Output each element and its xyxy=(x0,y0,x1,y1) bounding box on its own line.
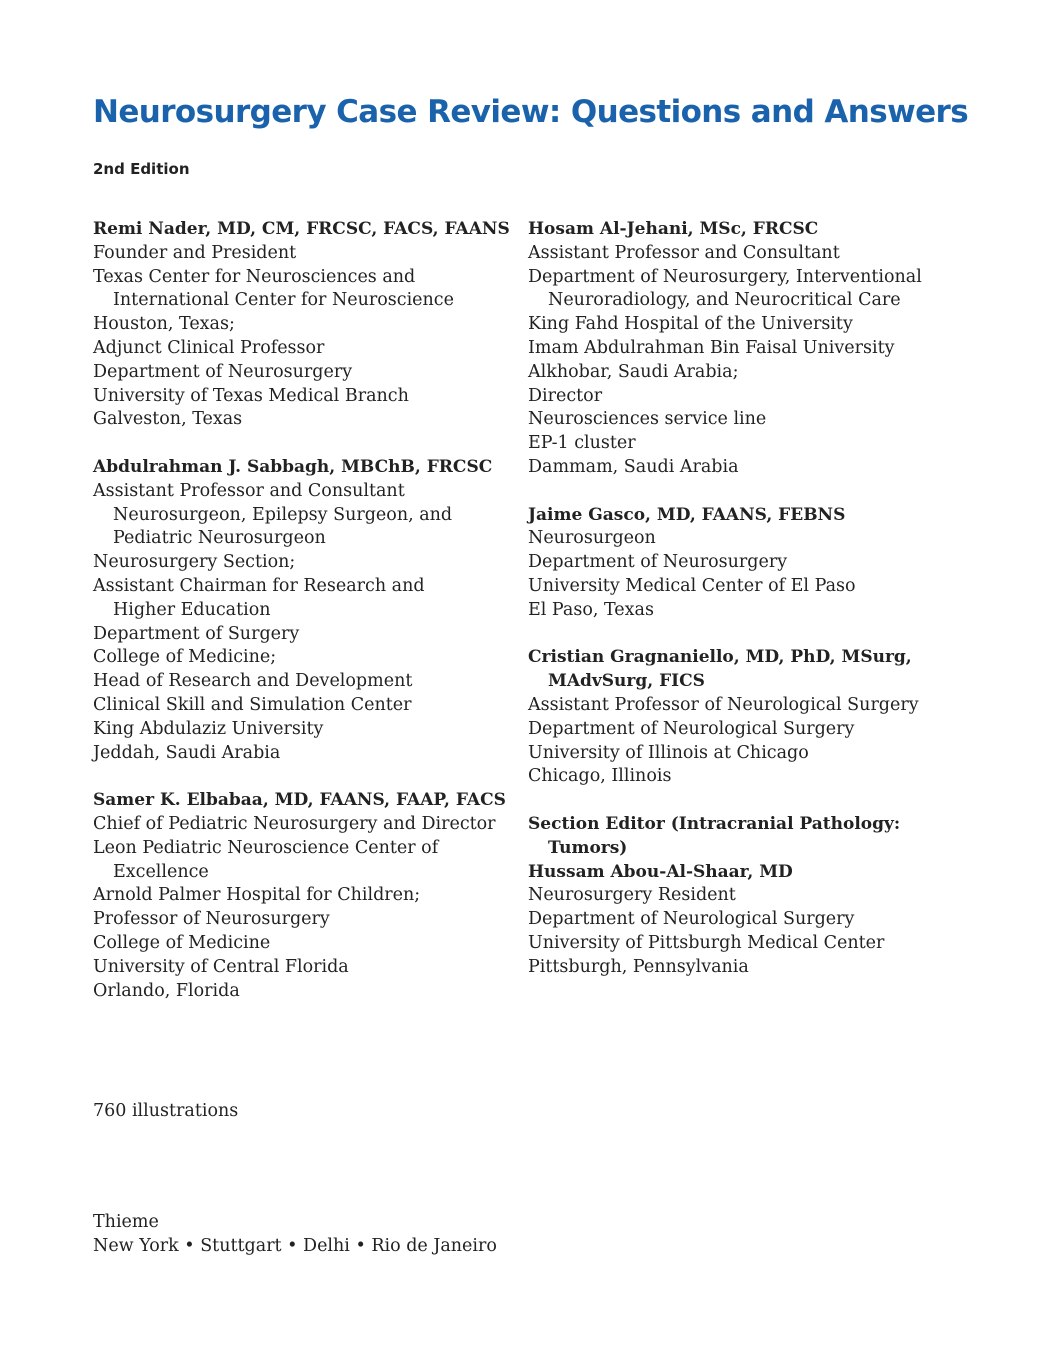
author-name: Hussam Abou-Al-Shaar, MD xyxy=(528,861,793,882)
affiliation-line: Chief of Pediatric Neurosurgery and Director xyxy=(93,813,496,834)
affiliation-line: Department of Neurosurgery, Interventional xyxy=(528,266,922,287)
affiliation-line: Assistant Professor and Consultant xyxy=(93,480,405,501)
affiliation-line: Assistant Professor and Consultant xyxy=(528,242,840,263)
affiliation-line: Excellence xyxy=(113,861,209,882)
authors-left-column xyxy=(93,218,513,1027)
affiliation-line: University of Pittsburgh Medical Center xyxy=(528,932,885,953)
author-entry xyxy=(528,813,973,980)
affiliation-line: Houston, Texas; xyxy=(93,314,235,335)
section-editor-heading: Tumors) xyxy=(548,837,628,858)
publisher-cities: New York • Stuttgart • Delhi • Rio de Janeiro xyxy=(93,1236,497,1256)
section-editor-heading: Section Editor (Intracranial Pathology: xyxy=(528,813,901,834)
affiliation-line: Leon Pediatric Neuroscience Center of xyxy=(93,837,439,858)
affiliation-line: Department of Neurological Surgery xyxy=(528,718,855,739)
affiliation-line: University of Central Florida xyxy=(93,956,349,977)
affiliation-line: College of Medicine xyxy=(93,932,271,953)
author-entry xyxy=(528,504,973,623)
author-name: Cristian Gragnaniello, MD, PhD, MSurg, xyxy=(528,647,912,668)
affiliation-line: Assistant Chairman for Research and xyxy=(93,575,425,596)
author-name: Remi Nader, MD, CM, FRCSC, FACS, FAANS xyxy=(93,219,510,239)
publisher-block xyxy=(93,1210,497,1258)
affiliation-line: Department of Neurosurgery xyxy=(528,552,788,573)
affiliation-line: Orlando, Florida xyxy=(93,980,240,1001)
affiliation-line: Chicago, Illinois xyxy=(528,766,672,787)
affiliation-line: King Fahd Hospital of the University xyxy=(528,314,853,335)
affiliation-line: Clinical Skill and Simulation Center xyxy=(93,694,412,715)
affiliation-line: International Center for Neuroscience xyxy=(113,290,454,311)
affiliation-line: University of Texas Medical Branch xyxy=(93,385,409,406)
page-title: Neurosurgery Case Review: Questions and Answers xyxy=(93,94,969,130)
affiliation-line: Neurosurgeon, Epilepsy Surgeon, and xyxy=(113,504,453,525)
author-name: Samer K. Elbabaa, MD, FAANS, FAAP, FACS xyxy=(93,790,506,811)
affiliation-line: Department of Neurosurgery xyxy=(93,361,353,382)
author-entry xyxy=(528,646,973,789)
affiliation-line: Texas Center for Neurosciences and xyxy=(93,266,416,287)
affiliation-line: University Medical Center of El Paso xyxy=(528,575,856,596)
affiliation-line: Imam Abdulrahman Bin Faisal University xyxy=(528,337,895,358)
affiliation-line: Founder and President xyxy=(93,242,297,263)
affiliation-line: Neurosurgery Section; xyxy=(93,552,296,573)
affiliation-line: Higher Education xyxy=(113,599,271,620)
affiliation-line: Neurosurgeon xyxy=(528,528,656,549)
affiliation-line: Professor of Neurosurgery xyxy=(93,909,330,930)
affiliation-line: Neuroradiology, and Neurocritical Care xyxy=(548,290,901,311)
affiliation-line: Pediatric Neurosurgeon xyxy=(113,528,326,549)
affiliation-line: Jeddah, Saudi Arabia xyxy=(93,742,281,763)
affiliation-line: El Paso, Texas xyxy=(528,599,654,620)
affiliation-line: Department of Surgery xyxy=(93,623,300,644)
publisher-name: Thieme xyxy=(93,1212,159,1232)
author-name: Hosam Al-Jehani, MSc, FRCSC xyxy=(528,219,819,239)
affiliation-line: Pittsburgh, Pennsylvania xyxy=(528,956,749,977)
affiliation-line: Neurosurgery Resident xyxy=(528,885,736,906)
author-entry xyxy=(93,456,513,765)
affiliation-line: Department of Neurological Surgery xyxy=(528,909,855,930)
affiliation-line: King Abdulaziz University xyxy=(93,718,324,739)
affiliation-line: Dammam, Saudi Arabia xyxy=(528,456,739,477)
edition-label: 2nd Edition xyxy=(93,160,190,178)
author-entry xyxy=(93,218,513,432)
author-name: Abdulrahman J. Sabbagh, MBChB, FRCSC xyxy=(93,456,493,477)
affiliation-line: EP-1 cluster xyxy=(528,433,636,454)
affiliation-line: Arnold Palmer Hospital for Children; xyxy=(93,885,421,906)
authors-right-column xyxy=(528,218,973,1003)
affiliation-line: Head of Research and Development xyxy=(93,671,413,692)
affiliation-line: College of Medicine; xyxy=(93,647,277,668)
affiliation-line: Adjunct Clinical Professor xyxy=(93,337,325,358)
affiliation-line: Alkhobar, Saudi Arabia; xyxy=(528,361,739,382)
affiliation-line: Director xyxy=(528,385,603,406)
affiliation-line: Neurosciences service line xyxy=(528,409,767,430)
affiliation-line: University of Illinois at Chicago xyxy=(528,742,809,763)
author-entry xyxy=(93,789,513,1003)
author-name: Jaime Gasco, MD, FAANS, FEBNS xyxy=(528,504,846,525)
affiliation-line: Galveston, Texas xyxy=(93,409,243,430)
affiliation-line: Assistant Professor of Neurological Surgery xyxy=(528,694,919,715)
illustrations-count: 760 illustrations xyxy=(93,1101,239,1121)
author-entry xyxy=(528,218,973,480)
author-name: MAdvSurg, FICS xyxy=(548,671,705,692)
